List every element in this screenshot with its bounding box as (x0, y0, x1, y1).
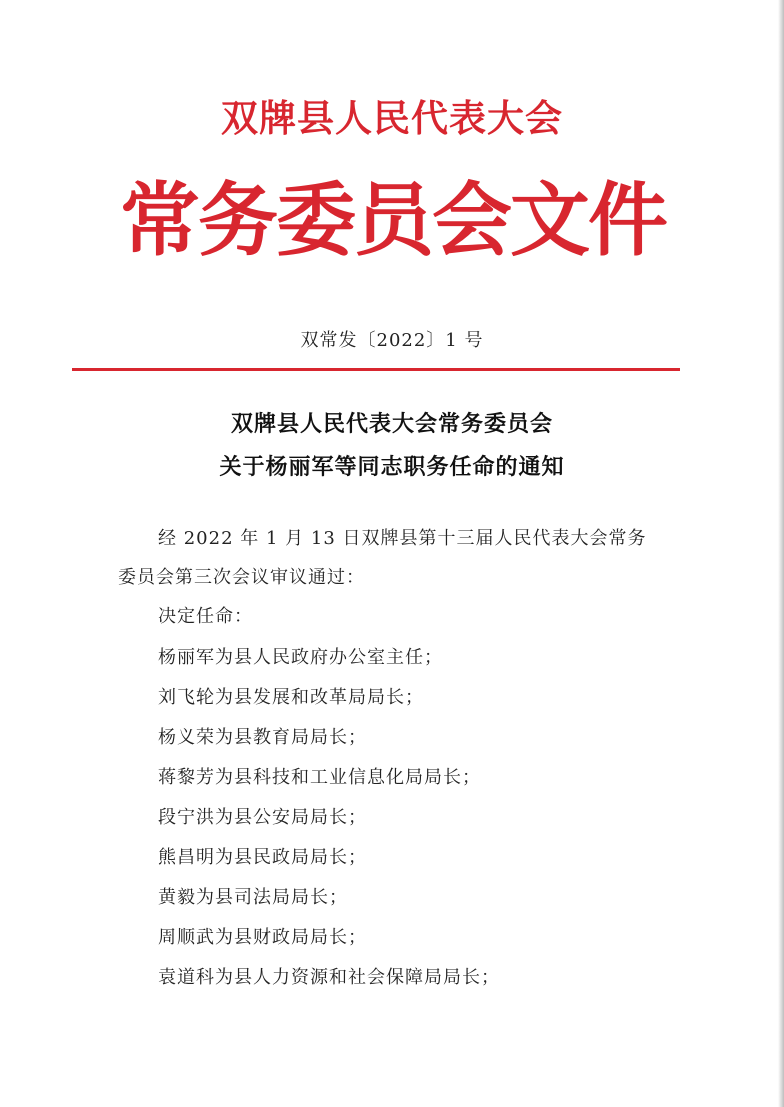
decision-label: 决定任命： (158, 606, 253, 627)
notice-title-line-2: 关于杨丽军等同志职务任命的通知 (219, 454, 565, 480)
document-number: 双常发〔2022〕1 号 (300, 330, 484, 351)
doc-type-char: 委 (276, 173, 356, 267)
appointment-item: 蒋黎芳为县科技和工业信息化局局长； (158, 767, 481, 788)
intro-text-line-1: 经 2022 年 1 月 13 日双牌县第十三届人民代表大会常务 (158, 528, 647, 549)
appointment-item: 黄毅为县司法局局长； (158, 887, 348, 908)
appointment-item: 袁道科为县人力资源和社会保障局局长； (158, 967, 500, 988)
notice-title-line-1: 双牌县人民代表大会常务委员会 (230, 411, 553, 437)
doc-type-char: 员 (354, 173, 434, 267)
doc-type-char: 件 (588, 173, 668, 267)
doc-type-char: 务 (198, 173, 278, 267)
appointment-item: 杨义荣为县教育局局长； (158, 727, 367, 748)
doc-type-char: 常 (120, 173, 200, 267)
appointment-item: 刘飞轮为县发展和改革局局长； (158, 687, 424, 708)
appointment-item: 段宁洪为县公安局局长； (158, 807, 367, 828)
appointment-item: 周顺武为县财政局局长； (158, 927, 367, 948)
appointment-item: 熊昌明为县民政局局长； (158, 847, 367, 868)
appointment-item: 杨丽军为县人民政府办公室主任； (158, 647, 443, 668)
scan-edge-shadow (778, 0, 784, 1107)
issuer-header: 双牌县人民代表大会 (221, 96, 563, 140)
red-divider-line (72, 368, 680, 371)
doc-type-char: 会 (432, 173, 512, 267)
document-type-header (120, 170, 668, 270)
doc-type-char: 文 (510, 173, 590, 267)
intro-text-line-2: 委员会第三次会议审议通过： (118, 567, 365, 588)
